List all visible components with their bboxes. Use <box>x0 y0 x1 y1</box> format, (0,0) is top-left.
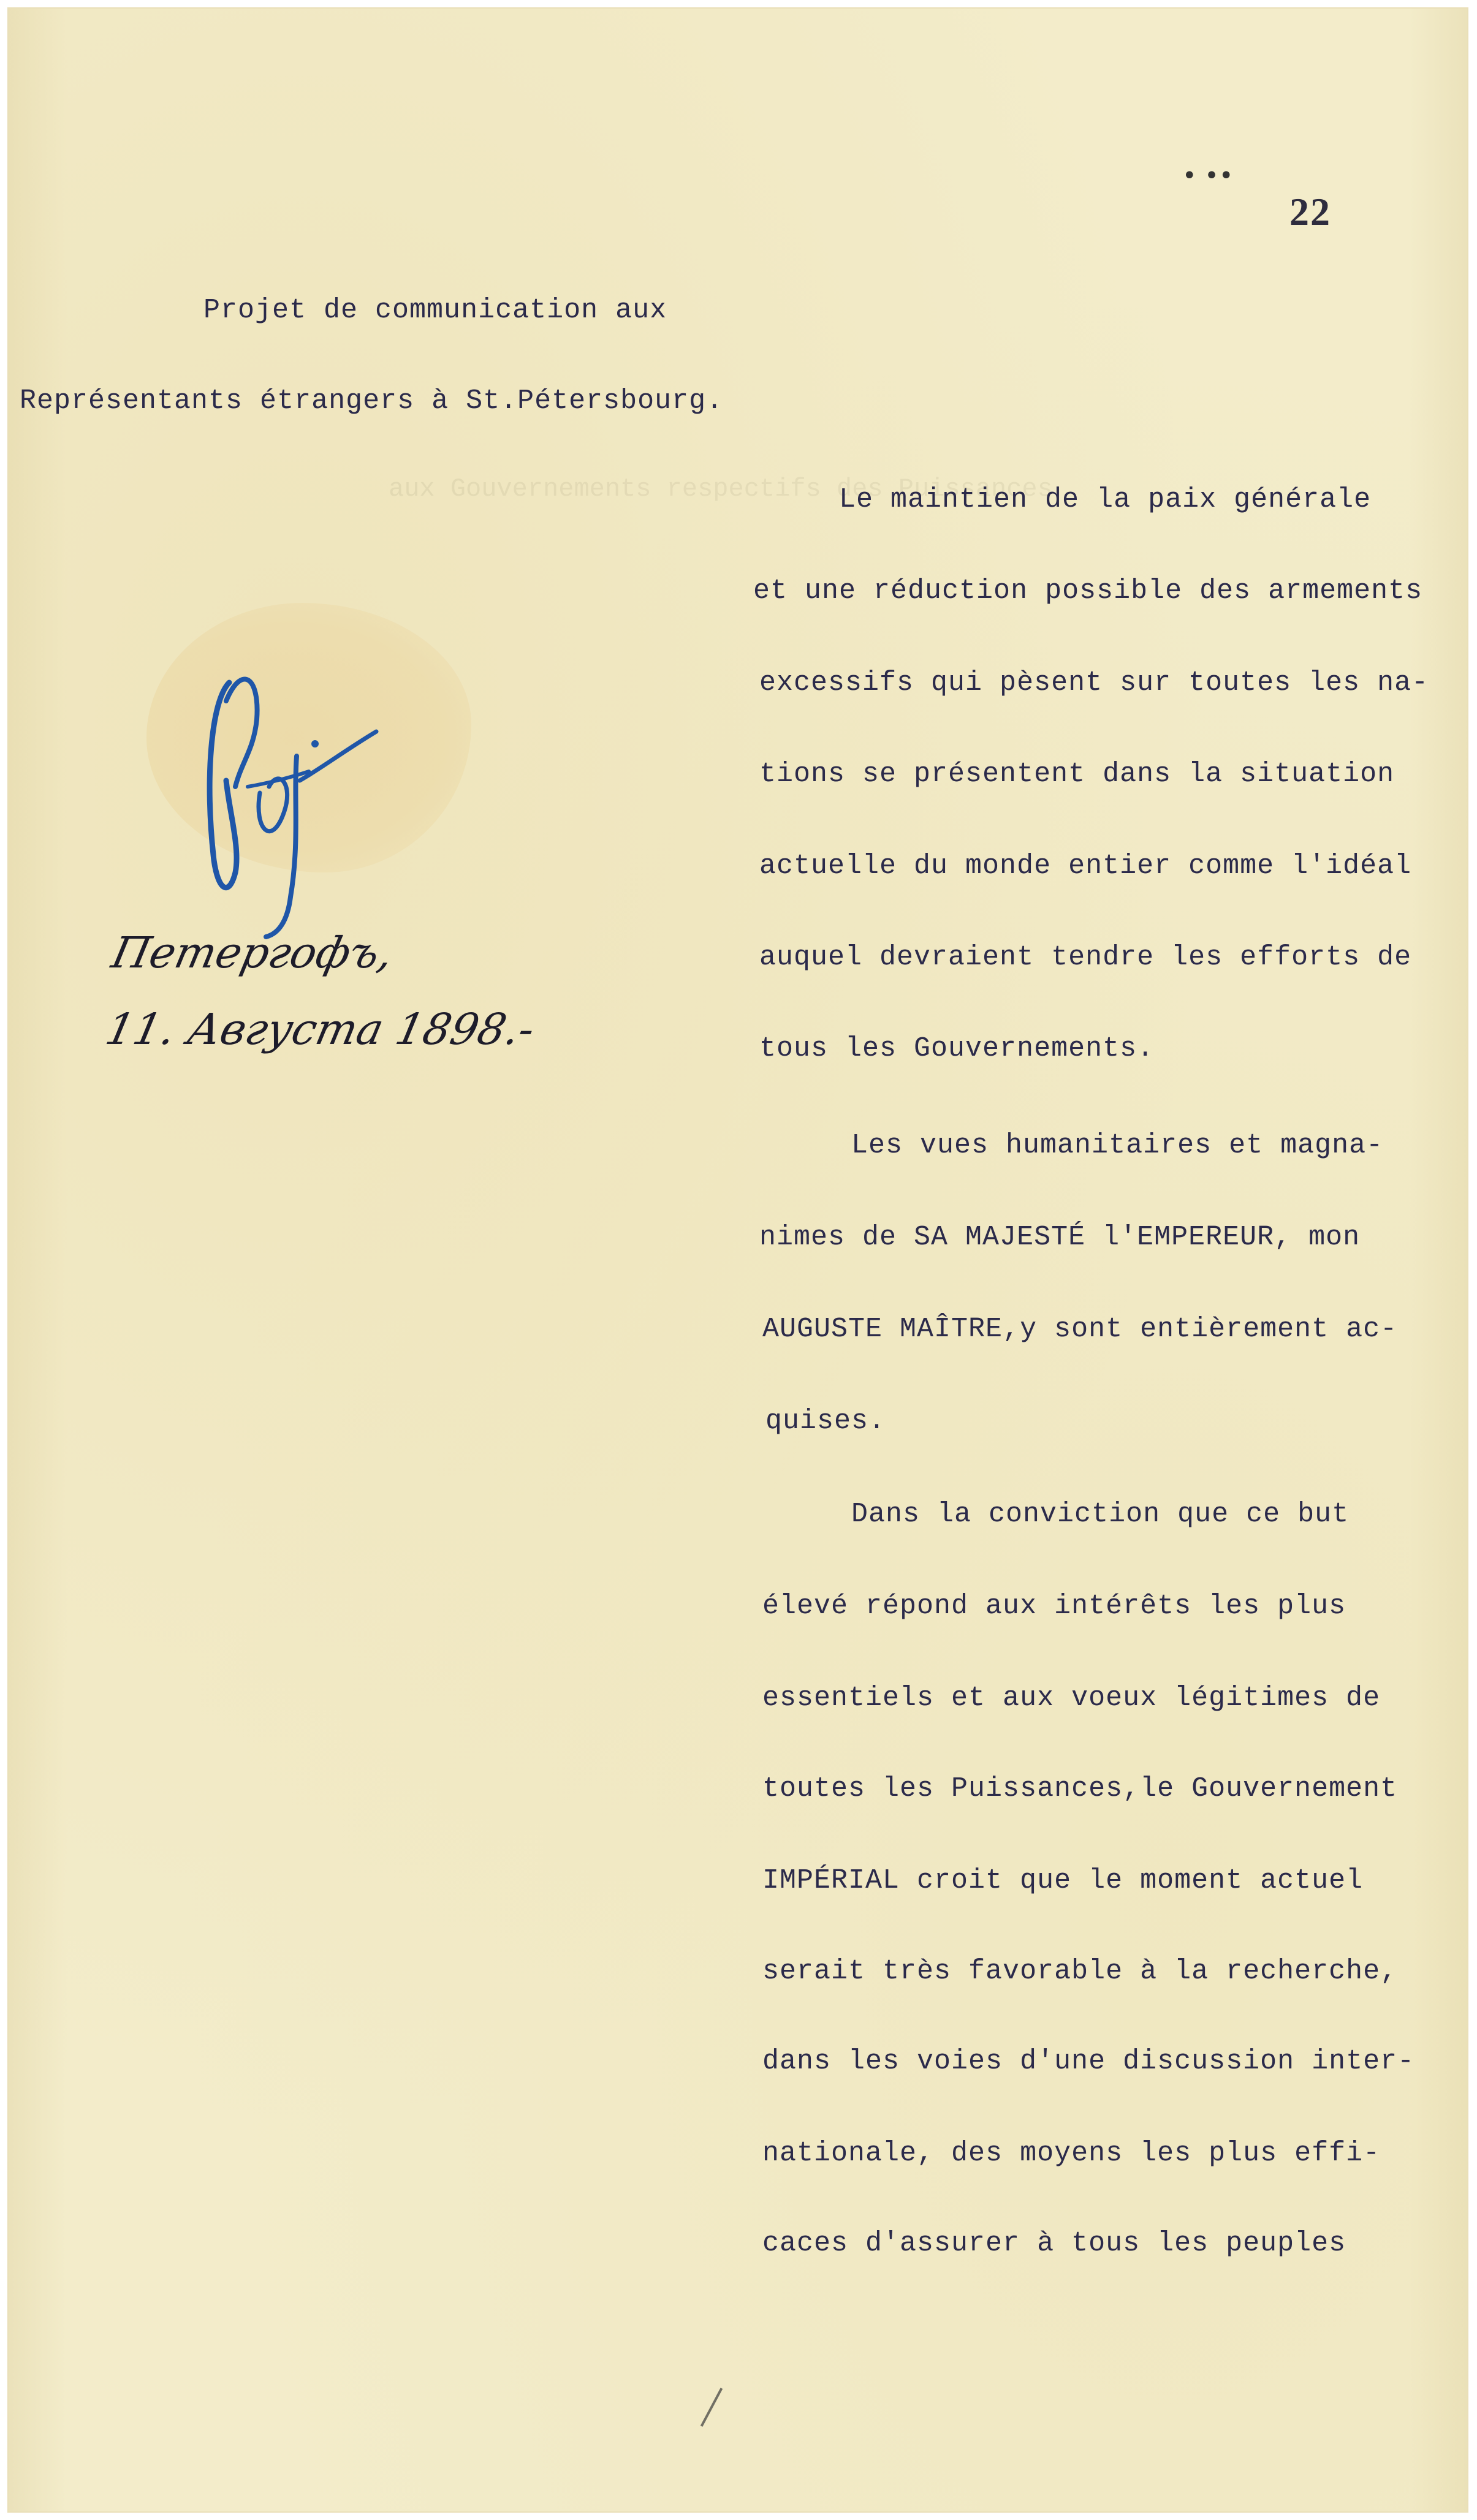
body-line: toutes les Puissances,le Gouvernement <box>762 1773 1398 1804</box>
bleed-through-text: aux Gouvernements respectifs des Puissances <box>389 474 1053 504</box>
body-line: Dans la conviction que ce but <box>851 1499 1350 1530</box>
body-line: tous les Gouvernements. <box>759 1033 1155 1064</box>
body-line: auquel devraient tendre les efforts de <box>759 942 1412 973</box>
body-line: quises. <box>765 1406 886 1437</box>
body-line: actuelle du monde entier comme l'idéal <box>759 850 1412 882</box>
body-line: nationale, des moyens les plus effi- <box>762 2138 1381 2169</box>
body-line: élevé répond aux intérêts les plus <box>762 1591 1346 1622</box>
page-number: 22 <box>1289 190 1331 233</box>
body-line: excessifs qui pèsent sur toutes les na- <box>759 667 1429 698</box>
body-line: dans les voies d'une discussion inter- <box>762 2046 1415 2077</box>
heading-line-2: Représentants étrangers à St.Pétersbourg. <box>20 385 724 417</box>
pencil-mark <box>701 2388 723 2427</box>
body-line: Les vues humanitaires et magna- <box>851 1130 1384 1161</box>
heading-line-1: Projet de communication aux <box>203 295 667 326</box>
body-line: caces d'assurer à tous les peuples <box>762 2228 1346 2259</box>
body-line: IMPÉRIAL croit que le moment actuel <box>762 1865 1364 1896</box>
body-line: tions se présentent dans la situation <box>759 759 1395 790</box>
body-line: Le maintien de la paix générale <box>839 484 1372 515</box>
place-name: Петергофъ, <box>107 928 398 978</box>
handwritten-date: 11. Августа 1898.- <box>101 1004 539 1054</box>
body-line: serait très favorable à la recherche, <box>762 1956 1398 1987</box>
body-line: et une réduction possible des armements <box>753 575 1423 607</box>
place-and-date <box>101 915 566 1087</box>
document-page <box>9 9 1467 2511</box>
folio-marks: • •• <box>1182 162 1234 190</box>
body-line: nimes de SA MAJESTÉ l'EMPEREUR, mon <box>759 1222 1361 1253</box>
body-line: AUGUSTE MAÎTRE,y sont entièrement ac- <box>762 1314 1398 1345</box>
imperial-signature <box>192 627 401 946</box>
body-line: essentiels et aux voeux légitimes de <box>762 1682 1381 1714</box>
